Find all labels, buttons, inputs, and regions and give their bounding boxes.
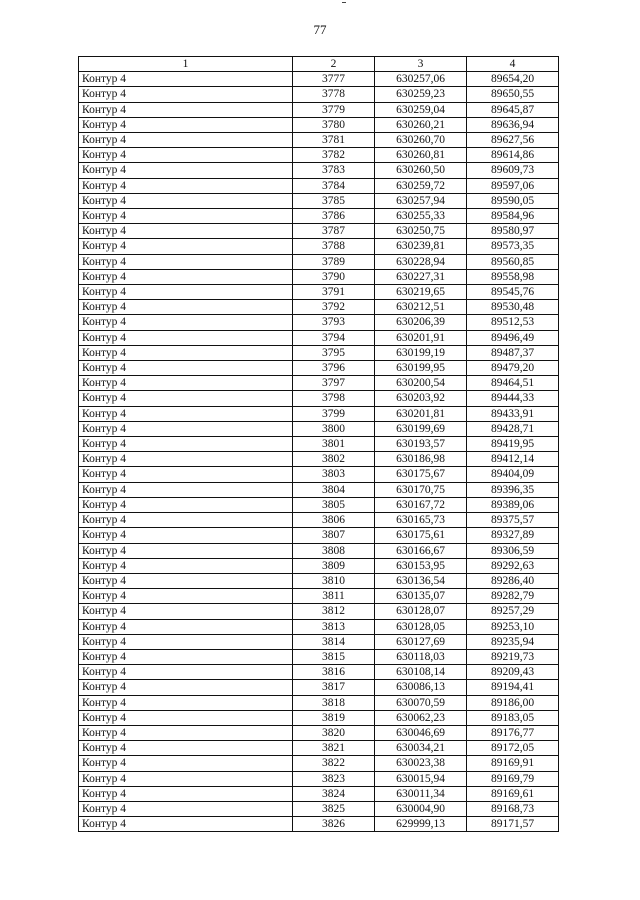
y-coordinate-cell: 89496,49 [467,330,559,345]
point-number-cell: 3785 [293,193,375,208]
x-coordinate-cell: 630062,23 [375,710,467,725]
point-number-cell: 3784 [293,178,375,193]
y-coordinate-cell: 89590,05 [467,193,559,208]
y-coordinate-cell: 89464,51 [467,376,559,391]
table-row [79,801,559,816]
contour-name-cell: Контур 4 [79,224,293,239]
contour-name-cell: Контур 4 [79,589,293,604]
x-coordinate-cell: 629999,13 [375,817,467,832]
point-number-cell: 3826 [293,817,375,832]
point-number-cell: 3808 [293,543,375,558]
x-coordinate-cell: 630004,90 [375,801,467,816]
contour-name-cell: Контур 4 [79,391,293,406]
x-coordinate-cell: 630199,95 [375,361,467,376]
scan-mark [342,2,346,3]
contour-name-cell: Контур 4 [79,513,293,528]
point-number-cell: 3795 [293,345,375,360]
point-number-cell: 3816 [293,665,375,680]
table-row [79,117,559,132]
page-number: 77 [313,22,327,37]
table-row [79,741,559,756]
table-row [79,269,559,284]
table-body [79,72,559,832]
y-coordinate-cell: 89479,20 [467,361,559,376]
point-number-cell: 3798 [293,391,375,406]
point-number-cell: 3789 [293,254,375,269]
point-number-cell: 3813 [293,619,375,634]
y-coordinate-cell: 89396,35 [467,482,559,497]
y-coordinate-cell: 89650,55 [467,87,559,102]
table-row [79,513,559,528]
point-number-cell: 3783 [293,163,375,178]
point-number-cell: 3799 [293,406,375,421]
y-coordinate-cell: 89558,98 [467,269,559,284]
y-coordinate-cell: 89654,20 [467,72,559,87]
point-number-cell: 3824 [293,786,375,801]
y-coordinate-cell: 89235,94 [467,634,559,649]
point-number-cell: 3819 [293,710,375,725]
column-header-4: 4 [467,57,559,72]
point-number-cell: 3818 [293,695,375,710]
y-coordinate-cell: 89183,05 [467,710,559,725]
coordinates-table [78,56,559,832]
point-number-cell: 3800 [293,421,375,436]
x-coordinate-cell: 630186,98 [375,452,467,467]
table-row [79,619,559,634]
x-coordinate-cell: 630165,73 [375,513,467,528]
point-number-cell: 3811 [293,589,375,604]
point-number-cell: 3792 [293,300,375,315]
x-coordinate-cell: 630219,65 [375,285,467,300]
x-coordinate-cell: 630260,81 [375,148,467,163]
contour-name-cell: Контур 4 [79,254,293,269]
x-coordinate-cell: 630136,54 [375,573,467,588]
table-row [79,452,559,467]
table-row [79,817,559,832]
table-row [79,497,559,512]
contour-name-cell: Контур 4 [79,452,293,467]
y-coordinate-cell: 89560,85 [467,254,559,269]
contour-name-cell: Контур 4 [79,209,293,224]
contour-name-cell: Контур 4 [79,771,293,786]
contour-name-cell: Контур 4 [79,801,293,816]
x-coordinate-cell: 630128,07 [375,604,467,619]
y-coordinate-cell: 89306,59 [467,543,559,558]
x-coordinate-cell: 630170,75 [375,482,467,497]
contour-name-cell: Контур 4 [79,482,293,497]
x-coordinate-cell: 630127,69 [375,634,467,649]
table-row [79,345,559,360]
table-row [79,209,559,224]
y-coordinate-cell: 89282,79 [467,589,559,604]
y-coordinate-cell: 89584,96 [467,209,559,224]
contour-name-cell: Контур 4 [79,756,293,771]
y-coordinate-cell: 89169,91 [467,756,559,771]
contour-name-cell: Контур 4 [79,604,293,619]
y-coordinate-cell: 89186,00 [467,695,559,710]
y-coordinate-cell: 89636,94 [467,117,559,132]
y-coordinate-cell: 89172,05 [467,741,559,756]
x-coordinate-cell: 630086,13 [375,680,467,695]
table-row [79,589,559,604]
table-row [79,300,559,315]
point-number-cell: 3796 [293,361,375,376]
y-coordinate-cell: 89419,95 [467,437,559,452]
table-row [79,437,559,452]
y-coordinate-cell: 89404,09 [467,467,559,482]
table-row [79,330,559,345]
y-coordinate-cell: 89389,06 [467,497,559,512]
contour-name-cell: Контур 4 [79,148,293,163]
table-row [79,665,559,680]
x-coordinate-cell: 630227,31 [375,269,467,284]
y-coordinate-cell: 89597,06 [467,178,559,193]
x-coordinate-cell: 630201,81 [375,406,467,421]
point-number-cell: 3804 [293,482,375,497]
point-number-cell: 3822 [293,756,375,771]
contour-name-cell: Контур 4 [79,87,293,102]
table-row [79,254,559,269]
point-number-cell: 3803 [293,467,375,482]
y-coordinate-cell: 89487,37 [467,345,559,360]
y-coordinate-cell: 89428,71 [467,421,559,436]
x-coordinate-cell: 630175,67 [375,467,467,482]
y-coordinate-cell: 89614,86 [467,148,559,163]
point-number-cell: 3815 [293,649,375,664]
x-coordinate-cell: 630259,04 [375,102,467,117]
contour-name-cell: Контур 4 [79,710,293,725]
x-coordinate-cell: 630070,59 [375,695,467,710]
y-coordinate-cell: 89433,91 [467,406,559,421]
contour-name-cell: Контур 4 [79,817,293,832]
table-row [79,528,559,543]
table-row [79,786,559,801]
x-coordinate-cell: 630260,21 [375,117,467,132]
x-coordinate-cell: 630193,57 [375,437,467,452]
point-number-cell: 3820 [293,725,375,740]
table-row [79,573,559,588]
point-number-cell: 3786 [293,209,375,224]
point-number-cell: 3779 [293,102,375,117]
table-row [79,193,559,208]
x-coordinate-cell: 630199,19 [375,345,467,360]
table-row [79,148,559,163]
x-coordinate-cell: 630135,07 [375,589,467,604]
table-row [79,421,559,436]
point-number-cell: 3812 [293,604,375,619]
y-coordinate-cell: 89627,56 [467,133,559,148]
contour-name-cell: Контур 4 [79,102,293,117]
column-header-3: 3 [375,57,467,72]
point-number-cell: 3823 [293,771,375,786]
y-coordinate-cell: 89580,97 [467,224,559,239]
x-coordinate-cell: 630015,94 [375,771,467,786]
table-row [79,771,559,786]
table-row [79,406,559,421]
x-coordinate-cell: 630046,69 [375,725,467,740]
contour-name-cell: Контур 4 [79,467,293,482]
contour-name-cell: Контур 4 [79,528,293,543]
table-row [79,543,559,558]
table-row [79,756,559,771]
table-row [79,649,559,664]
table-row [79,102,559,117]
contour-name-cell: Контур 4 [79,300,293,315]
point-number-cell: 3782 [293,148,375,163]
x-coordinate-cell: 630175,61 [375,528,467,543]
table-row [79,604,559,619]
y-coordinate-cell: 89209,43 [467,665,559,680]
contour-name-cell: Контур 4 [79,680,293,695]
point-number-cell: 3807 [293,528,375,543]
y-coordinate-cell: 89573,35 [467,239,559,254]
x-coordinate-cell: 630259,23 [375,87,467,102]
x-coordinate-cell: 630259,72 [375,178,467,193]
y-coordinate-cell: 89444,33 [467,391,559,406]
x-coordinate-cell: 630167,72 [375,497,467,512]
x-coordinate-cell: 630212,51 [375,300,467,315]
point-number-cell: 3821 [293,741,375,756]
contour-name-cell: Контур 4 [79,193,293,208]
y-coordinate-cell: 89171,57 [467,817,559,832]
point-number-cell: 3780 [293,117,375,132]
x-coordinate-cell: 630257,06 [375,72,467,87]
x-coordinate-cell: 630206,39 [375,315,467,330]
point-number-cell: 3778 [293,87,375,102]
point-number-cell: 3805 [293,497,375,512]
table-row [79,224,559,239]
y-coordinate-cell: 89412,14 [467,452,559,467]
x-coordinate-cell: 630034,21 [375,741,467,756]
x-coordinate-cell: 630199,69 [375,421,467,436]
table-row [79,482,559,497]
y-coordinate-cell: 89286,40 [467,573,559,588]
point-number-cell: 3777 [293,72,375,87]
y-coordinate-cell: 89375,57 [467,513,559,528]
y-coordinate-cell: 89645,87 [467,102,559,117]
contour-name-cell: Контур 4 [79,117,293,132]
contour-name-cell: Контур 4 [79,376,293,391]
y-coordinate-cell: 89169,61 [467,786,559,801]
point-number-cell: 3781 [293,133,375,148]
x-coordinate-cell: 630166,67 [375,543,467,558]
contour-name-cell: Контур 4 [79,330,293,345]
contour-name-cell: Контур 4 [79,497,293,512]
point-number-cell: 3806 [293,513,375,528]
contour-name-cell: Контур 4 [79,178,293,193]
point-number-cell: 3817 [293,680,375,695]
y-coordinate-cell: 89169,79 [467,771,559,786]
contour-name-cell: Контур 4 [79,239,293,254]
contour-name-cell: Контур 4 [79,725,293,740]
point-number-cell: 3788 [293,239,375,254]
contour-name-cell: Контур 4 [79,573,293,588]
table-row [79,695,559,710]
contour-name-cell: Контур 4 [79,741,293,756]
x-coordinate-cell: 630250,75 [375,224,467,239]
contour-name-cell: Контур 4 [79,406,293,421]
table-row [79,467,559,482]
contour-name-cell: Контур 4 [79,543,293,558]
point-number-cell: 3794 [293,330,375,345]
table-row [79,178,559,193]
table-row [79,285,559,300]
x-coordinate-cell: 630255,33 [375,209,467,224]
x-coordinate-cell: 630239,81 [375,239,467,254]
contour-name-cell: Контур 4 [79,437,293,452]
y-coordinate-cell: 89194,41 [467,680,559,695]
point-number-cell: 3801 [293,437,375,452]
contour-name-cell: Контур 4 [79,649,293,664]
contour-name-cell: Контур 4 [79,619,293,634]
contour-name-cell: Контур 4 [79,665,293,680]
y-coordinate-cell: 89530,48 [467,300,559,315]
contour-name-cell: Контур 4 [79,361,293,376]
table-row [79,315,559,330]
table-row [79,710,559,725]
x-coordinate-cell: 630203,92 [375,391,467,406]
y-coordinate-cell: 89219,73 [467,649,559,664]
y-coordinate-cell: 89253,10 [467,619,559,634]
point-number-cell: 3825 [293,801,375,816]
contour-name-cell: Контур 4 [79,315,293,330]
table-row [79,725,559,740]
table-row [79,361,559,376]
x-coordinate-cell: 630153,95 [375,558,467,573]
contour-name-cell: Контур 4 [79,634,293,649]
point-number-cell: 3814 [293,634,375,649]
x-coordinate-cell: 630260,70 [375,133,467,148]
table-header [79,57,559,72]
y-coordinate-cell: 89545,76 [467,285,559,300]
point-number-cell: 3810 [293,573,375,588]
y-coordinate-cell: 89257,29 [467,604,559,619]
point-number-cell: 3793 [293,315,375,330]
table-row [79,133,559,148]
y-coordinate-cell: 89512,53 [467,315,559,330]
contour-name-cell: Контур 4 [79,133,293,148]
table-row [79,376,559,391]
contour-name-cell: Контур 4 [79,421,293,436]
contour-name-cell: Контур 4 [79,163,293,178]
y-coordinate-cell: 89609,73 [467,163,559,178]
point-number-cell: 3802 [293,452,375,467]
x-coordinate-cell: 630118,03 [375,649,467,664]
x-coordinate-cell: 630011,34 [375,786,467,801]
x-coordinate-cell: 630108,14 [375,665,467,680]
point-number-cell: 3790 [293,269,375,284]
header-row [79,57,559,72]
y-coordinate-cell: 89176,77 [467,725,559,740]
x-coordinate-cell: 630023,38 [375,756,467,771]
y-coordinate-cell: 89168,73 [467,801,559,816]
point-number-cell: 3809 [293,558,375,573]
column-header-2: 2 [293,57,375,72]
contour-name-cell: Контур 4 [79,285,293,300]
point-number-cell: 3791 [293,285,375,300]
x-coordinate-cell: 630200,54 [375,376,467,391]
table-row [79,391,559,406]
table-row [79,680,559,695]
y-coordinate-cell: 89292,63 [467,558,559,573]
contour-name-cell: Контур 4 [79,345,293,360]
point-number-cell: 3787 [293,224,375,239]
x-coordinate-cell: 630260,50 [375,163,467,178]
contour-name-cell: Контур 4 [79,558,293,573]
contour-name-cell: Контур 4 [79,72,293,87]
table-row [79,239,559,254]
point-number-cell: 3797 [293,376,375,391]
x-coordinate-cell: 630128,05 [375,619,467,634]
table-row [79,72,559,87]
x-coordinate-cell: 630257,94 [375,193,467,208]
table-row [79,634,559,649]
x-coordinate-cell: 630228,94 [375,254,467,269]
table-row [79,87,559,102]
contour-name-cell: Контур 4 [79,269,293,284]
y-coordinate-cell: 89327,89 [467,528,559,543]
table-row [79,558,559,573]
x-coordinate-cell: 630201,91 [375,330,467,345]
table-row [79,163,559,178]
contour-name-cell: Контур 4 [79,695,293,710]
column-header-1: 1 [79,57,293,72]
contour-name-cell: Контур 4 [79,786,293,801]
